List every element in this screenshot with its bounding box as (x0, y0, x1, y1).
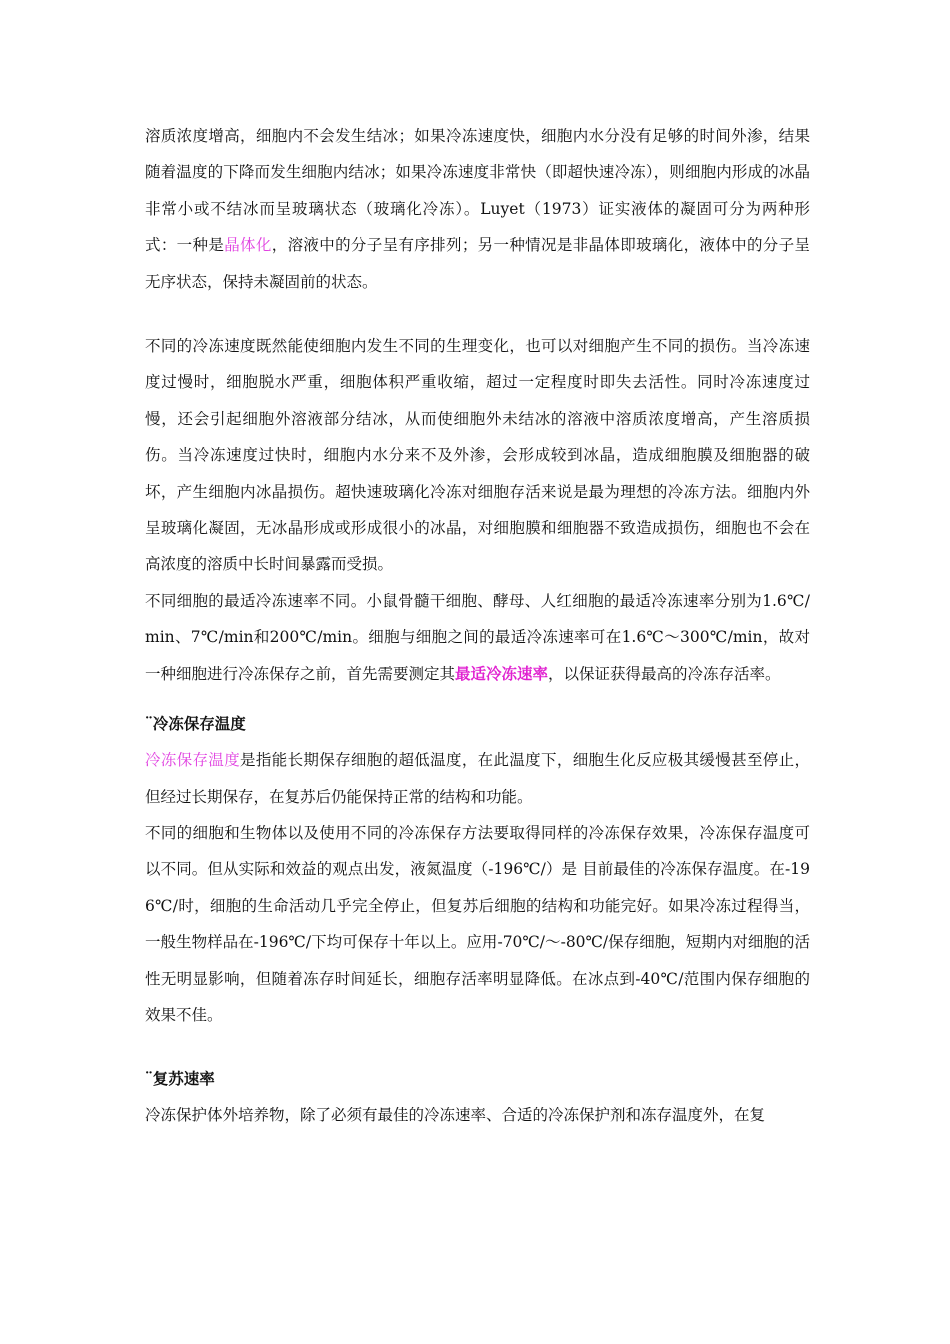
highlight-term-crystallization: 晶体化 (224, 236, 272, 255)
paragraph-freezing-damage: 不同的冷冻速度既然能使细胞内发生不同的生理变化，也可以对细胞产生不同的损伤。当冷冻速度过慢时，细胞脱水严重，细胞体积严重收缩，超过一定程度时即失去活性。同时冷冻速度过慢，还会引起细胞外溶液部分结冰，从而使细胞外未结冰的溶液中溶质浓度增高，产生溶质损伤。当冷冻速度过快时，细胞内水分来不及外渗，会形成较到冰晶，造成细胞膜及细胞器的破坏，产生细胞内冰晶损伤。超快速玻璃化冷冻对细胞存活来说是最为理想的冷冻方法。细胞内外呈玻璃化凝固，无冰晶形成或形成很小的冰晶，对细胞膜和细胞器不致造成损伤，细胞也不会在高浓度的溶质中长时间暴露而受损。 (145, 337, 810, 574)
section-heading-thawing-rate: ¨复苏速率 (145, 1069, 215, 1089)
paragraph-freezing-speed-effects (145, 118, 810, 300)
paragraph-optimal-freezing-rate (145, 583, 810, 692)
text: 不同细胞的最适冷冻速率不同。小鼠骨髓干细胞、酵母、人红细胞的最适冷冻速率分别为1.6℃/min、7℃/min和200℃/min。细胞与细胞之间的最适冷冻速率可在1.6℃～300℃/min，故对一种细胞进行冷冻保存之前，首先需要测定其 (145, 591, 810, 683)
text: ，以保证获得最高的冷冻存活率。 (548, 664, 781, 683)
highlight-term-storage-temperature: 冷冻保存温度 (145, 751, 241, 770)
text: ，溶液中的分子呈有序排列；另一种情况是非晶体即玻璃化，液体中的分子呈无序状态，保持未凝固前的状态。 (145, 236, 810, 291)
document-page (145, 118, 810, 1134)
highlight-term-optimal-rate: 最适冷冻速率 (455, 663, 549, 683)
text: 是指能长期保存细胞的超低温度，在此温度下，细胞生化反应极其缓慢甚至停止，但经过长期保存，在复苏后仍能保持正常的结构和功能。 (145, 751, 810, 806)
paragraph-storage-temperature-definition (145, 742, 810, 815)
paragraph-storage-temperature-details: 不同的细胞和生物体以及使用不同的冷冻保存方法要取得同样的冷冻保存效果，冷冻保存温度可以不同。但从实际和效益的观点出发，液氮温度（-196℃/）是 目前最佳的冷冻保存温度。在-196℃/时，细胞的生命活动几乎完全停止，但复苏后细胞的结构和功能完好。如果冷冻过程得当，一般生物样品在-196℃/下均可保存十年以上。应用-70℃/～-80℃/保存细胞，短期内对细胞的活性无明显影响，但随着冻存时间延长，细胞存活率明显降低。在冰点到-40℃/范围内保存细胞的效果不佳。 (145, 823, 810, 1024)
section-heading-storage-temperature: ¨冷冻保存温度 (145, 714, 246, 734)
paragraph-thawing-rate: 冷冻保护体外培养物，除了必须有最佳的冷冻速率、合适的冷冻保护剂和冻存温度外，在复 (145, 1106, 766, 1125)
text: 溶质浓度增高，细胞内不会发生结冰；如果冷冻速度快，细胞内水分没有足够的时间外渗，结果随着温度的下降而发生细胞内结冰；如果冷冻速度非常快（即超快速冷冻），则细胞内形成的冰晶非常小或不结冰而呈玻璃状态（玻璃化冷冻）。Luyet（1973）证实液体的凝固可分为两种形式：一种是 (145, 127, 810, 255)
